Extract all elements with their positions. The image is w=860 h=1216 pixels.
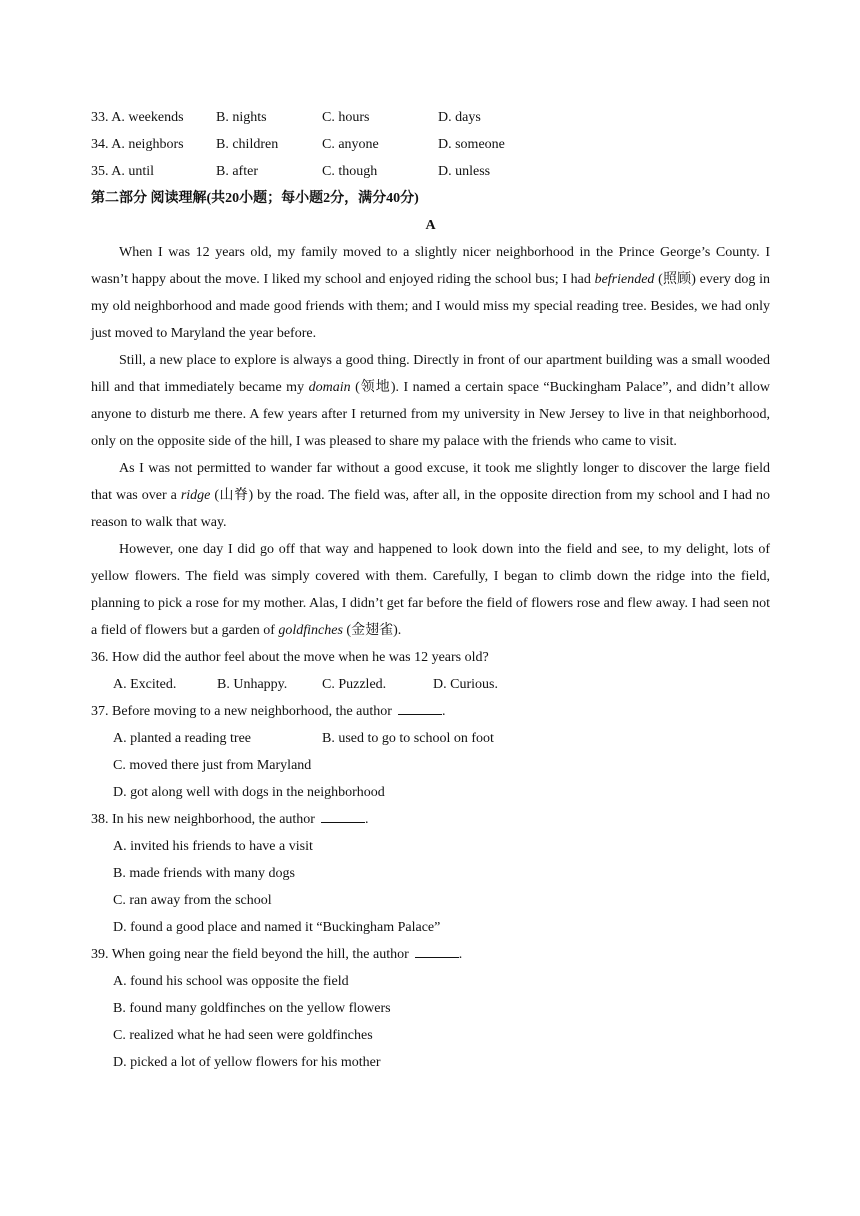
answer-blank bbox=[321, 808, 365, 823]
option-a: 34. A. neighbors bbox=[91, 137, 184, 152]
passage-paragraph-1 bbox=[91, 239, 770, 347]
option-a[interactable]: A. invited his friends to have a visit bbox=[113, 839, 313, 854]
text: (金翅雀). bbox=[342, 623, 402, 638]
section-heading: 第二部分 阅读理解(共20小题；每小题2分，满分40分) bbox=[91, 191, 419, 206]
option-d[interactable]: D. got along well with dogs in the neighborhood bbox=[113, 785, 385, 800]
exam-page bbox=[91, 104, 770, 1076]
option-b[interactable]: B. used to go to school on foot bbox=[322, 731, 494, 746]
option-a: 35. A. until bbox=[91, 164, 155, 179]
text: (领地). I named a certain space “Buckingham Palace”, and didn’t allow anyone to disturb me there. A few years after I returned from my university in New Jersey to live in that neighborhood, only on the opposite side of the hill, I was pleased to share my palace with the friends who came to visit. bbox=[91, 380, 771, 449]
stem-text: 39. When going near the field beyond the hill, the author bbox=[91, 947, 409, 962]
stem-end: . bbox=[441, 704, 446, 719]
passage-paragraph-2 bbox=[91, 347, 770, 455]
option-d[interactable]: D. found a good place and named it “Buckingham Palace” bbox=[113, 920, 441, 935]
option-b: B. nights bbox=[216, 110, 267, 125]
text: When I was 12 years old, my family moved to a slightly nicer neighborhood in the Prince George’s County. I wasn’t happy about the move. I liked my school and enjoyed riding the school bus; I had bbox=[91, 245, 770, 287]
question-37-options-ab bbox=[91, 725, 770, 752]
question-38-stem bbox=[91, 806, 770, 833]
question-36-options bbox=[91, 671, 770, 698]
text: (山脊) by the road. The field was, after all, in the opposite direction from my school and I had no reason to walk that way. bbox=[91, 488, 770, 530]
option-d[interactable]: D. picked a lot of yellow flowers for his mother bbox=[113, 1055, 381, 1070]
option-c: C. hours bbox=[322, 110, 370, 125]
option-d[interactable]: D. Curious. bbox=[433, 677, 498, 692]
option-d: D. days bbox=[438, 110, 481, 125]
option-b[interactable]: B. Unhappy. bbox=[217, 677, 288, 692]
option-d: D. unless bbox=[438, 164, 491, 179]
cloze-option-row-34 bbox=[91, 131, 770, 158]
option-c[interactable]: C. moved there just from Maryland bbox=[113, 758, 312, 773]
option-d: D. someone bbox=[438, 137, 505, 152]
text: Still, a new place to explore is always a good thing. Directly in front of our apartment building was a small wooded hill and that immediately became my bbox=[91, 353, 770, 395]
option-c[interactable]: C. ran away from the school bbox=[113, 893, 272, 908]
option-a[interactable]: A. found his school was opposite the field bbox=[113, 974, 349, 989]
option-a[interactable]: A. Excited. bbox=[113, 677, 177, 692]
cloze-option-row-35 bbox=[91, 158, 770, 185]
stem-text: 37. Before moving to a new neighborhood, the author bbox=[91, 704, 392, 719]
option-c: C. anyone bbox=[322, 137, 379, 152]
text: However, one day I did go off that way and happened to look down into the field and see, to my delight, lots of yellow flowers. The field was simply covered with them. Carefully, I began to climb down the ridge into the field, planning to pick a rose for my mother. Alas, I didn’t get far before the field of flowers rose and flew away. I had seen not a field of flowers but a garden of bbox=[91, 542, 770, 638]
text: As I was not permitted to wander far without a good excuse, it took me slightly longer to discover the large field that was over a bbox=[91, 461, 770, 503]
passage-title: A bbox=[425, 218, 436, 233]
glossed-term: befriended bbox=[594, 272, 655, 287]
cloze-option-row-33 bbox=[91, 104, 770, 131]
stem-end: . bbox=[364, 812, 369, 827]
passage-paragraph-3 bbox=[91, 455, 770, 536]
question-37-stem bbox=[91, 698, 770, 725]
question-39-stem bbox=[91, 941, 770, 968]
option-a[interactable]: A. planted a reading tree bbox=[113, 731, 251, 746]
option-c[interactable]: C. realized what he had seen were goldfinches bbox=[113, 1028, 373, 1043]
option-b: B. children bbox=[216, 137, 279, 152]
option-c: C. though bbox=[322, 164, 378, 179]
option-a: 33. A. weekends bbox=[91, 110, 184, 125]
option-b[interactable]: B. found many goldfinches on the yellow flowers bbox=[113, 1001, 391, 1016]
glossed-term: ridge bbox=[180, 488, 211, 503]
answer-blank bbox=[415, 943, 459, 958]
text: (照顾) every dog in my old neighborhood and made good friends with them; and I would miss my special reading tree. Besides, we had only just moved to Maryland the year before. bbox=[91, 272, 770, 341]
passage-paragraph-4 bbox=[91, 536, 770, 644]
glossed-term: domain bbox=[308, 380, 351, 395]
option-b: B. after bbox=[216, 164, 258, 179]
answer-blank bbox=[398, 700, 442, 715]
option-b[interactable]: B. made friends with many dogs bbox=[113, 866, 295, 881]
option-c[interactable]: C. Puzzled. bbox=[322, 677, 387, 692]
question-36-stem: 36. How did the author feel about the move when he was 12 years old? bbox=[91, 650, 489, 665]
stem-text: 38. In his new neighborhood, the author bbox=[91, 812, 315, 827]
glossed-term: goldfinches bbox=[278, 623, 343, 638]
stem-end: . bbox=[458, 947, 463, 962]
